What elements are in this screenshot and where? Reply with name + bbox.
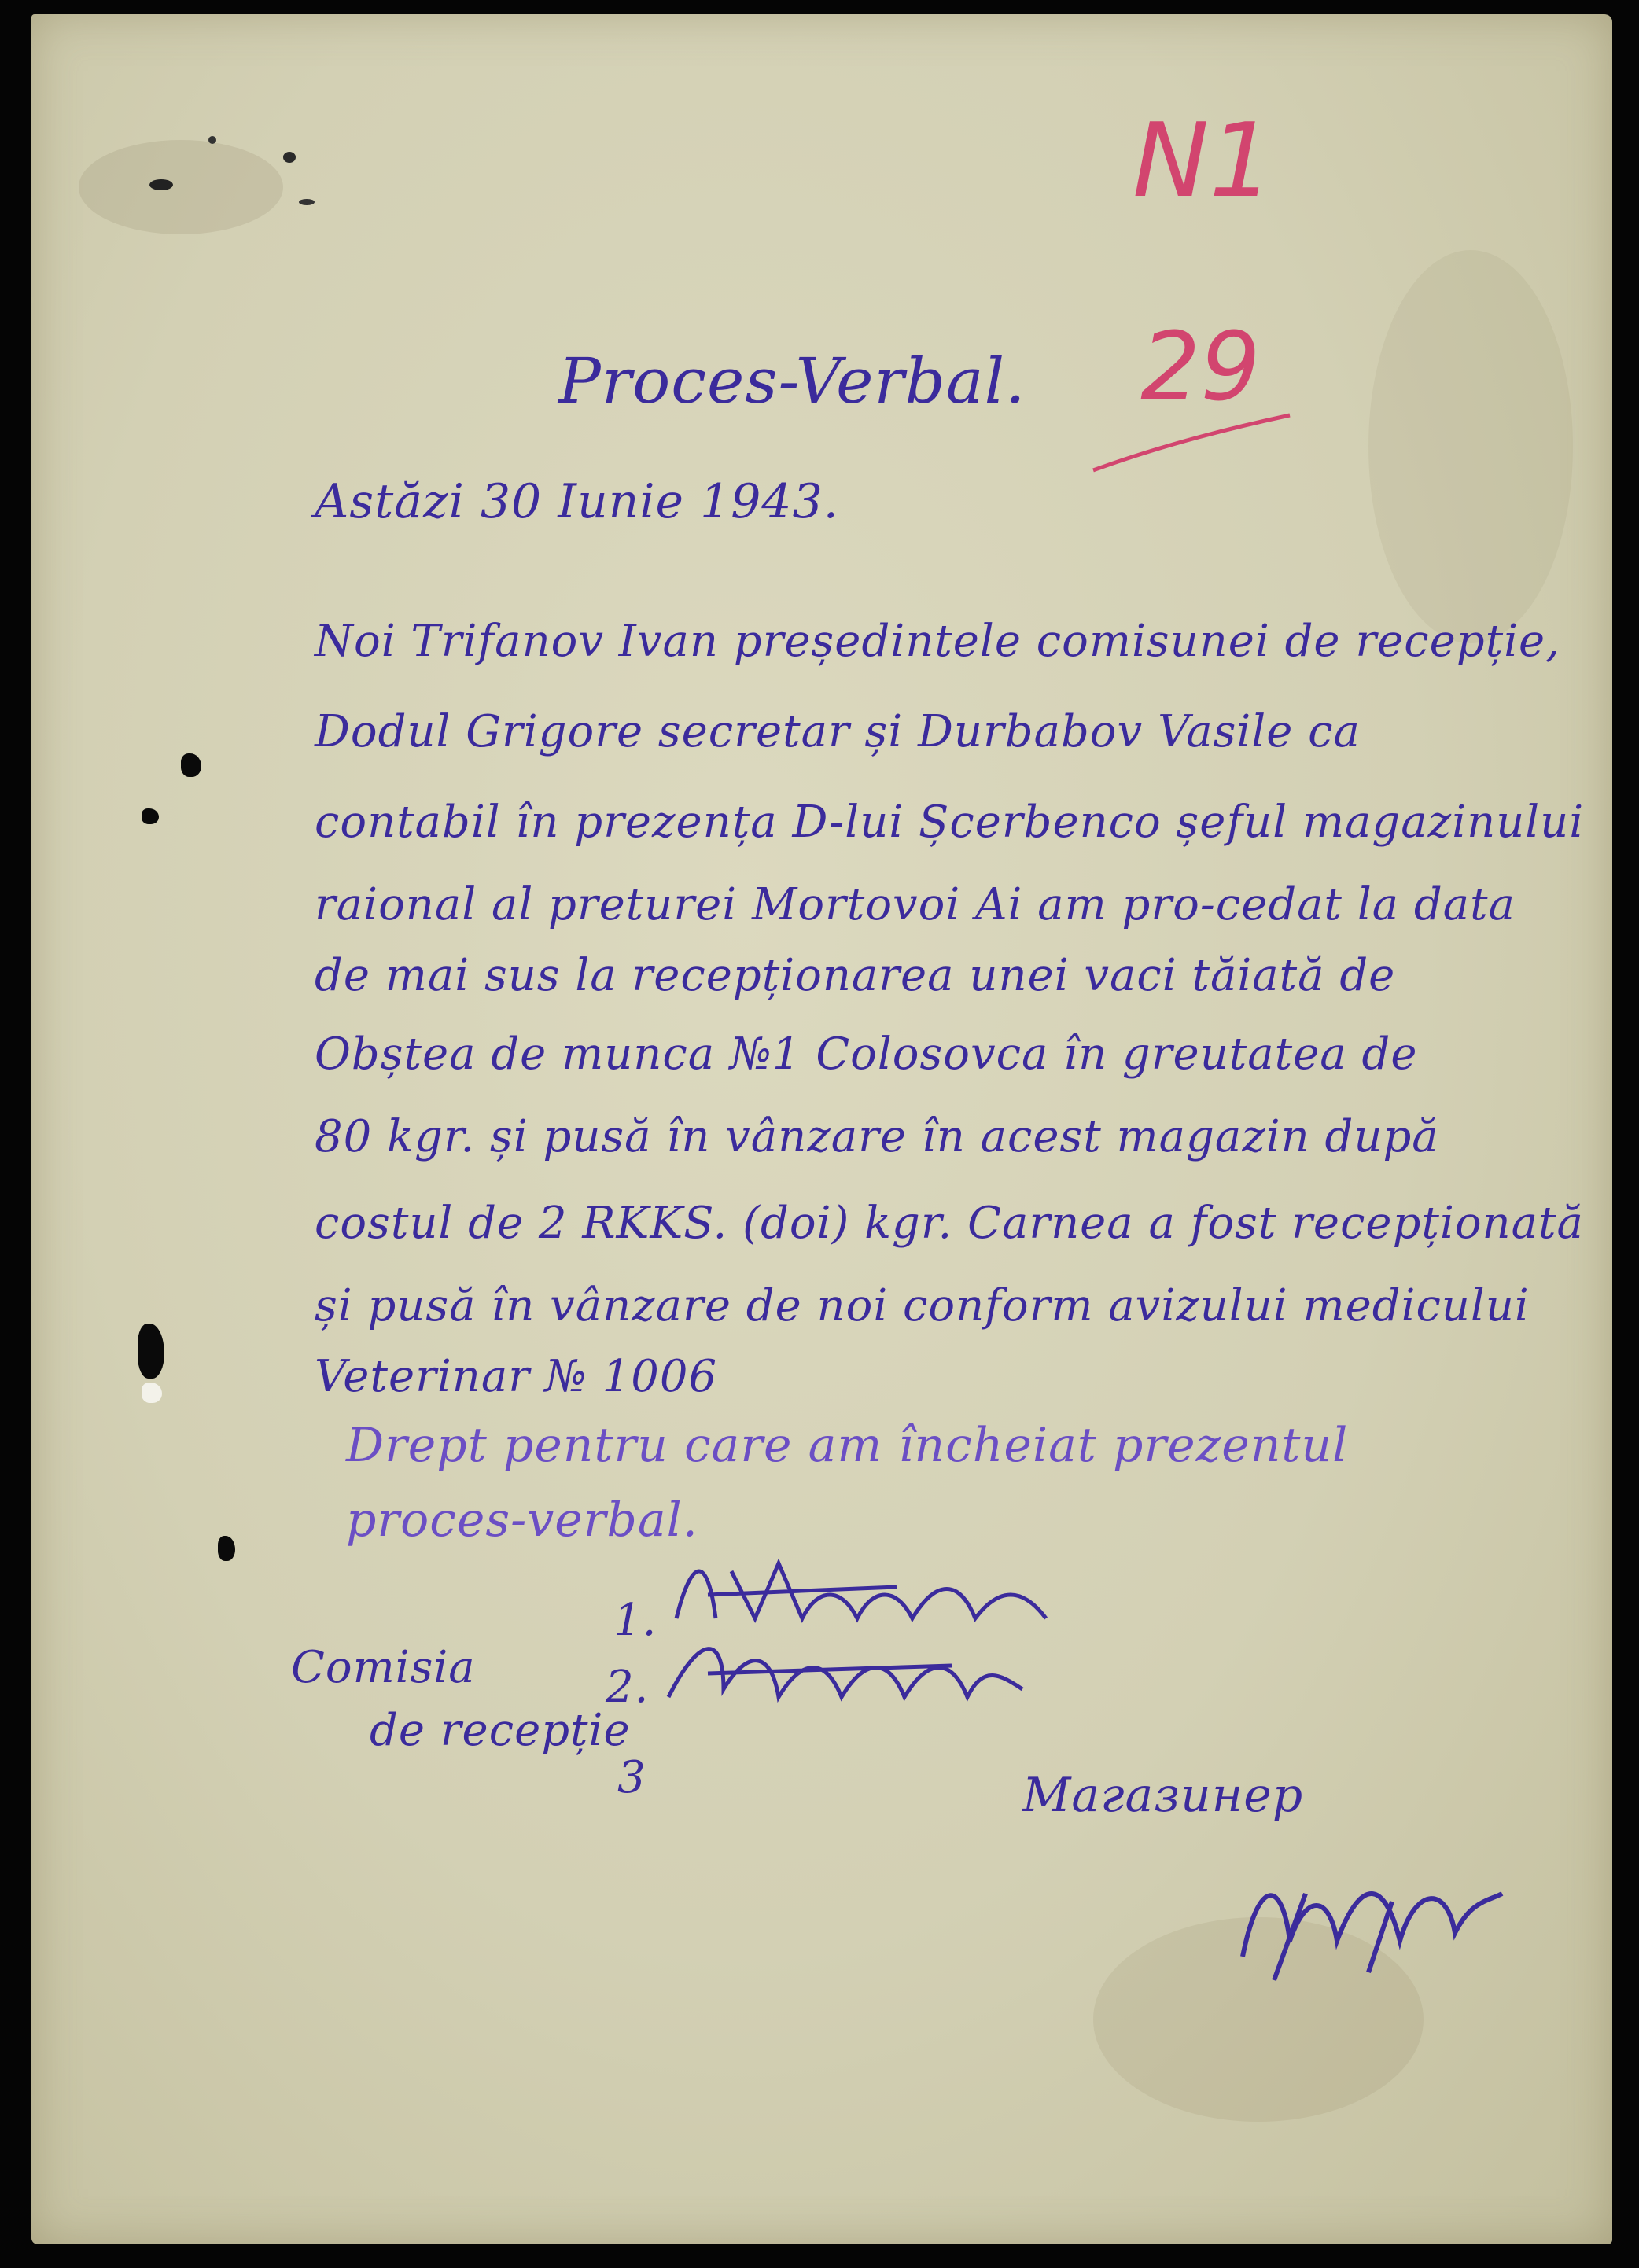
signature-number: 2. (606, 1662, 650, 1713)
paper-stain (79, 140, 283, 234)
closing-line: Drept pentru care am încheiat prezentul (346, 1418, 1349, 1473)
binding-hole (181, 753, 201, 777)
body-line: Obștea de munca №1 Colosovca în greutatea de (315, 1029, 1418, 1080)
document-sheet (31, 14, 1612, 2244)
document-title: Proces-Verbal. (558, 344, 1026, 418)
closing-line: proces-verbal. (346, 1493, 698, 1548)
binding-hole (142, 808, 159, 824)
binding-hole (138, 1324, 164, 1379)
storekeeper-signature (1211, 1846, 1510, 1988)
folio-number: 29 (1140, 313, 1261, 422)
body-line: și pusă în vânzare de noi conform avizului medicului (315, 1280, 1530, 1331)
ink-mark (149, 179, 173, 190)
paper-stain (1368, 250, 1573, 643)
folio-underline (1085, 407, 1306, 478)
binding-hole (218, 1536, 235, 1561)
binding-hole (142, 1383, 162, 1403)
body-line: Veterinar № 1006 (315, 1351, 718, 1402)
ink-mark (208, 136, 216, 144)
ink-mark (299, 199, 315, 205)
archive-number: N1 (1133, 101, 1274, 220)
commission-label: de recepție (370, 1705, 631, 1756)
signature-2 (653, 1626, 1046, 1721)
body-line: de mai sus la recepționarea unei vaci tăiată de (315, 950, 1396, 1001)
body-line: costul de 2 RKKS. (doi) kgr. Carnea a fost recepționată (315, 1198, 1584, 1249)
signature-number: 3 (617, 1752, 646, 1803)
body-line: contabil în prezența D-lui Șcerbenco șeful magazinului (315, 797, 1585, 848)
date-line: Astăzi 30 Iunie 1943. (315, 474, 839, 529)
body-line: raional al preturei Mortovoi Ai am pro-cedat la data (315, 879, 1516, 930)
signature-number: 1. (613, 1595, 657, 1646)
body-line: 80 kgr. și pusă în vânzare în acest magazin după (315, 1111, 1439, 1162)
body-line: Noi Trifanov Ivan președintele comisunei de recepție, (315, 616, 1560, 667)
body-line: Dodul Grigore secretar și Durbabov Vasile ca (315, 706, 1361, 757)
commission-label: Comisia (291, 1642, 476, 1693)
ink-mark (283, 152, 296, 163)
storekeeper-label: Магазинер (1022, 1768, 1304, 1823)
